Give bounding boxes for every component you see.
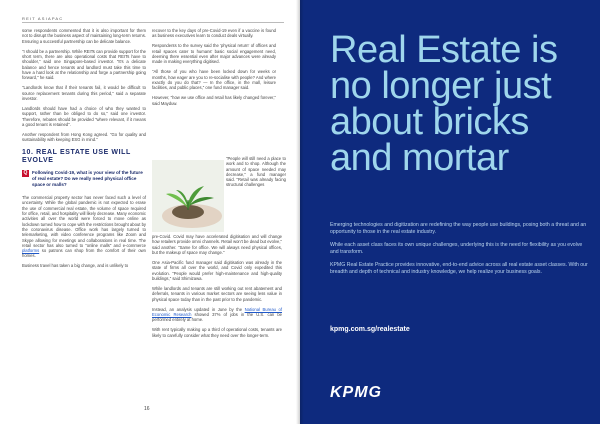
- ad-paragraph: KPMG Real Estate Practice provides innovative, end-to-end advice across all real estate asset classes. With our breadth and depth of technical and industry knowledge, we help realize your business goals.: [330, 262, 588, 275]
- question-text: Following Covid-19, what is your view of the future of real estate? Do we really need physical office space or malls?: [32, 170, 143, 187]
- ad-url-link[interactable]: kpmg.com.sg/realestate: [330, 326, 410, 333]
- header-rule: [22, 22, 284, 23]
- paragraph: [22, 195, 146, 259]
- paragraph: recover to the key days of pre-Covid-19 even if a vaccine is found as business executives learn to conduct deals virtually.: [152, 28, 276, 39]
- paragraph: some respondents commented that it is also important for them not to disrupt the business aspect of maintaining long-term returns. Ensuring a successful partnership can be delicate balance.: [22, 28, 146, 44]
- plant-illustration: [152, 160, 224, 232]
- paragraph: However, "how we use office and retail has likely changed forever," said Mayduw.: [152, 95, 276, 106]
- article-column-left: [22, 28, 146, 274]
- quote-text: "People will still need a place to work and to shop. Although the amount of space needed may decrease," a fund manager said. "Retail was already facing structural challenges: [226, 156, 286, 188]
- nber-link[interactable]: National Bureau of Economic Research: [152, 306, 282, 317]
- paragraph-text-end: showed 37% of jobs in the U.S. can be performed entirely at home.: [152, 311, 282, 323]
- paragraph: "Landlords know that if their tenants fail, it would be difficult to source replacement tenants during this period," said a separate investor.: [22, 85, 146, 101]
- paragraph: Respondents to the survey said the 'physical return' of offices and retail spaces cater to humans' basic social engagement need, deeming there essential even after major advances were already made in making everything digitised.: [152, 43, 276, 65]
- page-spine-shadow: [296, 0, 304, 424]
- paragraph: While landlords and tenants are still working out rent abatement and deferrals, tenants in various market sectors are seeing less value in physical space today than in the past prior to the pandemic.: [152, 285, 282, 302]
- question-icon: Q: [23, 170, 28, 177]
- paragraph: pre-Covid. Covid may have accelerated digitisation and will change how retailers provide omni channels. Retail won't be dead but evolve," said another. "Same for office. We will always need physical offices, but the makeup of space may change.": [152, 234, 282, 255]
- article-column-right-top: [152, 28, 276, 111]
- question-box: [22, 170, 146, 187]
- paragraph: One Asia-Pacific fund manager said digitisation was already in the state of firms all over the world, and Covid only expedited this evolution. "People would prefer high-maintenance and high-quality buildings," said Shimizawa.: [152, 259, 282, 281]
- paragraph: With rent typically making up a third of operational costs, tenants are likely to carefully consider what they need over the longer-term.: [152, 327, 282, 338]
- hand-holding-plant-photo: [152, 160, 224, 232]
- paragraph-text-end: so patrons can shop from the comfort of their own homes.: [22, 248, 146, 259]
- paragraph: "All those of you who have been locked down for weeks or months, how eager are you to re-socialise with people? And where exactly do you do that? — In the office, in the mall, leisure facilities, and public places," one fund manager said.: [152, 69, 276, 91]
- ad-headline: Real Estate is no longer just about bricks and mortar: [330, 29, 558, 179]
- paragraph: [152, 307, 282, 323]
- article-column-right-bottom: [152, 234, 282, 343]
- running-head: REIT ASIAPAC: [22, 16, 64, 21]
- pull-quote: [226, 156, 286, 188]
- paragraph: Business travel has taken a big change, and is unlikely to: [22, 263, 129, 269]
- page-number: 16: [144, 406, 150, 412]
- ad-paragraph: Emerging technologies and digitization are redefining the way people use buildings, posing both a threat and an opportunity to those in the real estate industry.: [330, 222, 587, 235]
- paragraph: "I should be a partnership. While REITs can provide support for the short term, there are also operational costs that REITs have to shoulder," said one Singapore-based investor. "It's a delicate balance and hence tenants and landlord must take this time to have a hard look at the relationship and forge a partnership going forward," he said.: [22, 48, 146, 81]
- section-heading: 10. REAL ESTATE USE WILL EVOLVE: [22, 148, 131, 164]
- ad-body: [330, 222, 590, 282]
- paragraph: Landlords should have had a choice of who they wanted to support, rather than be obliged to do so," said one investor. Therefore, rebates should be provided "where relevant, if it means a good tenant is retained".: [22, 105, 146, 127]
- kpmg-logo: KPMG: [330, 384, 382, 401]
- ad-paragraph: While each asset class faces its own unique challenges, underlying this is the need for flexibility as you evolve and transform.: [330, 242, 583, 255]
- platforms-link[interactable]: platforms: [22, 248, 40, 254]
- paragraph-text: Instead, an analysis updated in June by the: [152, 306, 243, 312]
- paragraph-text: The commercial property sector has never faced such a level of uncertainty. While the global pandemic is not expected to erase the use of commercial real estate, the volume of space required for office, retail, and hospitality will likely decrease. Many economic activities all over the world were forced to move online as lockdown turned how to cope with the restrictions brought about by the coronavirus disease. Office work has largely turned to telemarketing, with video conference programs like Zoom and Skype allowing for meetings and collaborations in real time. The retail sector has also turned to "online malls" and e-commerce: [22, 195, 146, 248]
- paragraph: Another respondent from Hong Kong agreed. "Go for quality and sustainability with keeping ESG in mind.": [22, 131, 146, 143]
